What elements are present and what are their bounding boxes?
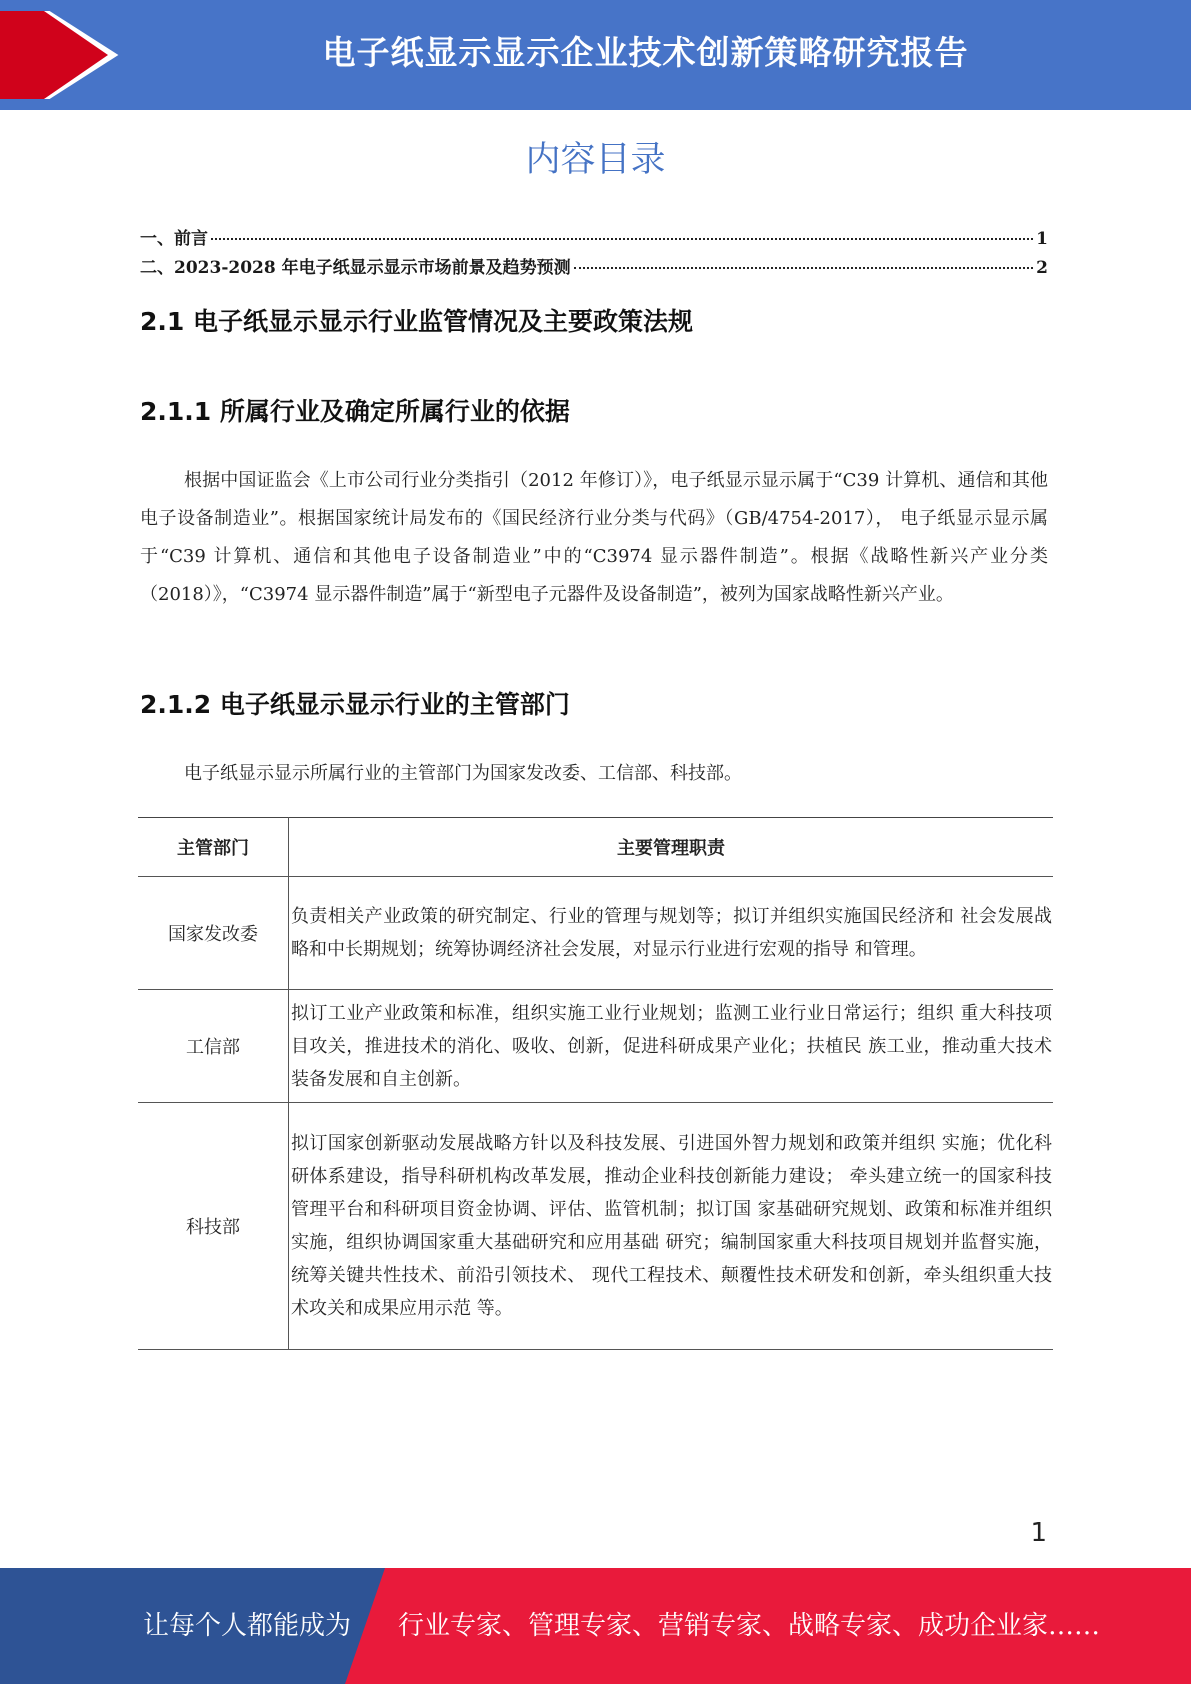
toc-item-text: 一、前言 [140,229,208,249]
dept-cell: 工信部 [138,990,289,1103]
heading-2-1: 2.1 电子纸显示显示行业监管情况及主要政策法规 [140,307,693,336]
dept-cell: 科技部 [138,1103,289,1350]
table-of-contents [140,224,1048,282]
heading-2-1-2: 2.1.2 电子纸显示显示行业的主管部门 [140,690,570,719]
duty-cell: 负责相关产业政策的研究制定、行业的管理与规划等；拟订并组织实施国民经济和 社会发展战略和中长期规划；统筹协调经济社会发展，对显示行业进行宏观的指导 和管理。 [289,877,1054,990]
table-row [138,877,1053,990]
table-header-row [138,818,1053,877]
toc-title: 内容目录 [525,140,666,180]
authorities-table [138,817,1053,1350]
page-footer [0,1568,1191,1684]
toc-leader-dots [574,267,1034,269]
duty-cell: 拟订国家创新驱动发展战略方针以及科技发展、引进国外智力规划和政策并组织 实施；优化科研体系建设，指导科研机构改革发展，推动企业科技创新能力建设； 牵头建立统一的国家科技管理平台和科研项目资金协调、评估、监管机制；拟订国 家基础研究规划、政策和标准并组织实施，组织协调国家重大基础研究和应用基础 研究；编制国家重大科技项目规划并监督实施，统筹关键共性技术、前沿引领技术、 现代工程技术、颠覆性技术研发和创新，牵头组织重大技术攻关和成果应用示范 等。 [289,1103,1054,1350]
dept-cell: 国家发改委 [138,877,289,990]
page-number: 1 [1030,1518,1047,1548]
toc-item-preface[interactable] [140,224,1048,253]
column-header-duty: 主要管理职责 [289,818,1054,877]
report-title: 电子纸显示显示企业技术创新策略研究报告 [322,33,969,72]
duty-cell: 拟订工业产业政策和标准，组织实施工业行业规划；监测工业行业日常运行；组织 重大科技项目攻关，推进技术的消化、吸收、创新，促进科研成果产业化；扶植民 族工业，推动重大技术装备发展和自主创新。 [289,990,1054,1103]
page-header [0,0,1191,110]
toc-item-market-forecast[interactable] [140,253,1048,282]
toc-item-page: 1 [1036,229,1048,249]
paragraph-authorities: 电子纸显示显示所属行业的主管部门为国家发改委、工信部、科技部。 [184,763,742,784]
toc-leader-dots [211,238,1033,240]
footer-slogan-left: 让每个人都能成为 [143,1611,352,1641]
header-arrow-decoration [0,0,120,110]
footer-slogan-right: 行业专家、管理专家、营销专家、战略专家、成功企业家…… [398,1611,1101,1641]
table-row [138,1103,1053,1350]
column-header-dept: 主管部门 [138,818,289,877]
table-row [138,990,1053,1103]
toc-item-text: 二、2023-2028 年电子纸显示显示市场前景及趋势预测 [140,258,571,278]
heading-2-1-1: 2.1.1 所属行业及确定所属行业的依据 [140,397,570,426]
toc-item-page: 2 [1036,258,1048,278]
paragraph-industry-classification: 根据中国证监会《上市公司行业分类指引（2012 年修订）》，电子纸显示显示属于“C39 计算机、通信和其他电子设备制造业”。根据国家统计局发布的《国民经济行业分类与代码》（GB/4754-2017）， 电子纸显示显示属于“C39 计算机、通信和其他电子设备制造业”中的“C3974 显示器件制造”。根据《战略性新兴产业分类（2018）》，“C3974 显示器件制造”属于“新型电子元器件及设备制造”，被列为国家战略性新兴产业。 [140,470,1048,605]
